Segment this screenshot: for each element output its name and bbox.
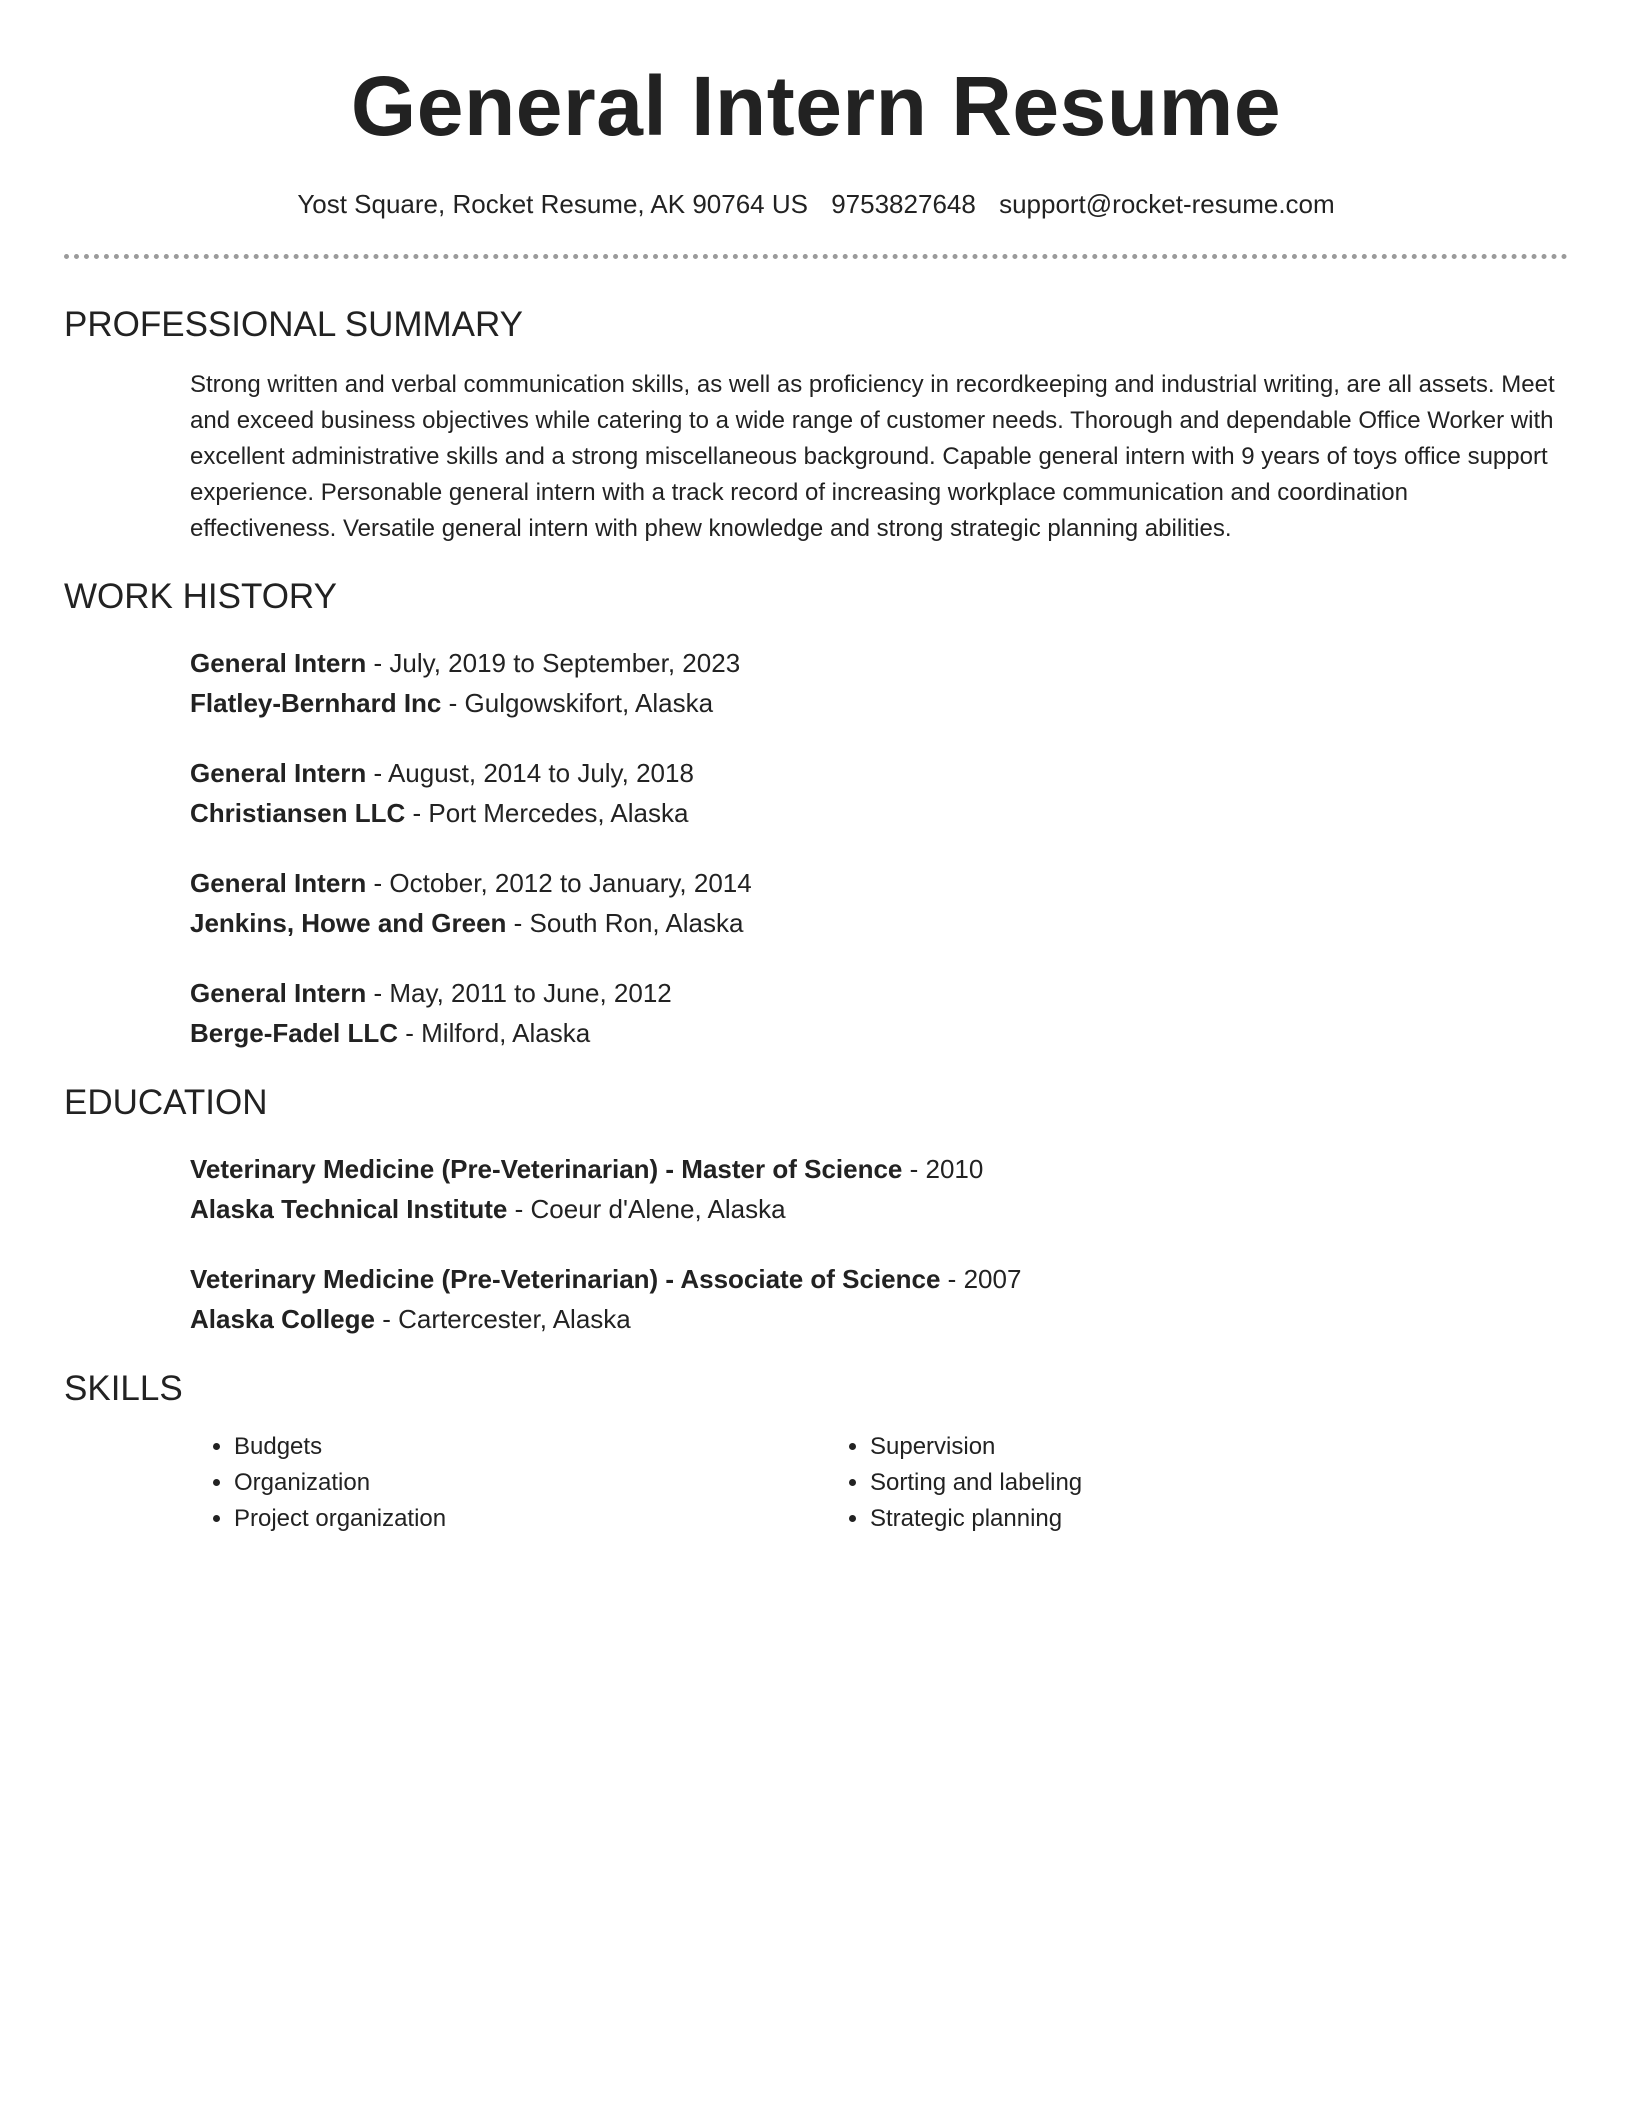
education-location: Cartercester, Alaska	[398, 1304, 631, 1334]
skills-column-left	[190, 1429, 826, 1537]
separator: -	[506, 908, 530, 938]
resume-title: General Intern Resume	[350, 59, 1282, 153]
work-role: General Intern	[190, 648, 367, 678]
separator: -	[902, 1154, 926, 1184]
education-year: 2007	[963, 1264, 1022, 1294]
contact-line	[64, 188, 1568, 220]
separator: -	[441, 688, 465, 718]
skill-item: • Organization	[234, 1465, 826, 1501]
skill-item: • Strategic planning	[870, 1501, 1462, 1537]
work-entry	[190, 753, 1568, 833]
education-school: Alaska College	[190, 1304, 375, 1334]
summary-text: Strong written and verbal communication skills, as well as proficiency in recordkeeping and industrial writing, are all assets. Meet and exceed business objectives while catering to a wide range of customer needs. Thorough and dependable Office Worker with excellent administrative skills and a strong miscellaneous background. Capable general intern with 9 years of toys office support experience. Personable general intern with a track record of increasing workplace communication and coordination effectiveness. Versatile general intern with phew knowledge and strong strategic planning abilities.	[190, 371, 1555, 542]
skill-item: • Project organization	[234, 1501, 826, 1537]
work-location: South Ron, Alaska	[529, 908, 744, 938]
work-company: Jenkins, Howe and Green	[190, 908, 507, 938]
separator: -	[405, 798, 429, 828]
education-year: 2010	[925, 1154, 984, 1184]
header-divider	[64, 254, 1568, 259]
skills-list	[190, 1429, 1568, 1537]
work-company: Flatley-Bernhard Inc	[190, 688, 442, 718]
work-history-list	[190, 643, 1568, 1053]
work-entry	[190, 643, 1568, 723]
skills-column-right	[826, 1429, 1462, 1537]
contact-phone: 9753827648	[831, 189, 976, 219]
skill-item: • Supervision	[870, 1429, 1462, 1465]
education-degree: Veterinary Medicine (Pre-Veterinarian) - Associate of Science	[190, 1264, 941, 1294]
section-title-summary: PROFESSIONAL SUMMARY	[64, 305, 523, 344]
contact-address: Yost Square, Rocket Resume, AK 90764 US	[297, 189, 808, 219]
work-location: Milford, Alaska	[421, 1018, 591, 1048]
education-entry	[190, 1259, 1568, 1339]
section-title-skills: SKILLS	[64, 1369, 183, 1408]
work-location: Gulgowskifort, Alaska	[464, 688, 714, 718]
separator: -	[366, 868, 390, 898]
contact-email: support@rocket-resume.com	[999, 189, 1335, 219]
work-entry	[190, 863, 1568, 943]
section-title-education: EDUCATION	[64, 1083, 268, 1122]
work-entry	[190, 973, 1568, 1053]
separator: -	[366, 648, 390, 678]
work-company: Berge-Fadel LLC	[190, 1018, 399, 1048]
skill-item: • Sorting and labeling	[870, 1465, 1462, 1501]
work-dates: July, 2019 to September, 2023	[389, 648, 741, 678]
education-location: Coeur d'Alene, Alaska	[530, 1194, 786, 1224]
separator: -	[940, 1264, 964, 1294]
separator: -	[374, 1304, 399, 1334]
separator: -	[366, 978, 390, 1008]
resume-header	[64, 0, 1568, 220]
work-company: Christiansen LLC	[190, 798, 406, 828]
education-school: Alaska Technical Institute	[190, 1194, 508, 1224]
work-role: General Intern	[190, 978, 367, 1008]
skill-item: • Budgets	[234, 1429, 826, 1465]
work-dates: October, 2012 to January, 2014	[389, 868, 752, 898]
education-list	[190, 1149, 1568, 1339]
work-location: Port Mercedes, Alaska	[428, 798, 689, 828]
work-role: General Intern	[190, 868, 367, 898]
section-title-work-history: WORK HISTORY	[64, 577, 337, 616]
education-degree: Veterinary Medicine (Pre-Veterinarian) - Master of Science	[190, 1154, 903, 1184]
separator: -	[398, 1018, 422, 1048]
education-entry	[190, 1149, 1568, 1229]
separator: -	[507, 1194, 531, 1224]
work-dates: August, 2014 to July, 2018	[387, 758, 694, 788]
work-dates: May, 2011 to June, 2012	[389, 978, 672, 1008]
work-role: General Intern	[190, 758, 367, 788]
separator: -	[366, 758, 388, 788]
